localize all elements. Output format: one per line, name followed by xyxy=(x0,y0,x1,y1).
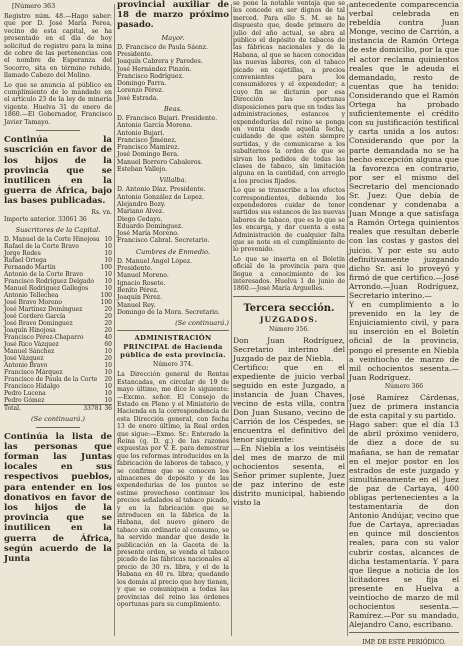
subscriber-row xyxy=(4,341,112,348)
subscriber-name: Antonio Bravo xyxy=(4,361,48,369)
subscriber-amount: 100 xyxy=(100,291,112,299)
tobacco-order-closing: Lo que se inserta en el Boletín oficial de la provincia para que llegue a conocimiento de los interesados. Huelva 1 de junio de 1860.—José María Arguelles. xyxy=(233,255,345,293)
certification-text: Certifico: que en el expediente de juicio verbal seguido en este Juzgado, a instancia de Juan Chaves, vecino de esta villa, contra Don Juan Susano, vecino de Carrión de los Céspedes, se encuentra el definitivo del tenor siguiente: xyxy=(233,362,345,444)
administration-number: Número 374. xyxy=(152,361,194,369)
member-name: Francisco Cabral. Secretario. xyxy=(117,237,210,245)
member-name: Antonio González de Lepez. xyxy=(117,193,204,201)
subscriber-amount: 20 xyxy=(104,354,112,362)
town-heading-cumbres: Cumbres de Enmedio. xyxy=(135,247,210,256)
section-title: Tercera sección. xyxy=(243,302,335,314)
juntas-lead: Continúa la lista de las personas que forman las Juntas locales en sus respectivos pueblos, para entender en los donativos en favor de los hijos de la provincia que se inutilicen en la guerra de África, según acuerdo de la Junta xyxy=(4,431,112,564)
subscriber-amount: 10 xyxy=(104,235,112,243)
subscriber-name: Francisco Rodríguez Delgado xyxy=(4,277,94,285)
divider xyxy=(36,130,79,131)
judgment-text: —En Niebla a los veintiséis del mes de marzo de mil ochocientos sesenta, el Señor primer suplente, Juez de paz interino de este distrito municipal, habiendo visto la xyxy=(233,443,345,507)
member-name: Ignacio Rosete. xyxy=(117,279,166,287)
member-name: José Estrada. xyxy=(117,94,159,102)
subscriber-row xyxy=(4,292,112,299)
subscriber-amount: 10 xyxy=(104,249,112,257)
subscriber-amount: 10 xyxy=(104,256,112,264)
member-name: José María Moreno. xyxy=(117,230,179,238)
member-name: Manuel Moreno. xyxy=(117,272,169,280)
subscriber-amount: 10 xyxy=(104,361,112,369)
subscriber-amount: 10 xyxy=(104,347,112,355)
previous-amount: Importe anterior. 33061 36 xyxy=(4,215,87,223)
member-name: Francisco Rodríguez. xyxy=(117,72,184,80)
subscriber-name: Francisco Pérez-Chaparro xyxy=(4,333,84,341)
subscriber-name: Francisco Hidalgo xyxy=(4,382,60,390)
divider xyxy=(117,330,229,331)
column-1 xyxy=(4,0,112,640)
registry-notice-closing: Lo que se anuncia al público en cumplimiento de lo mandado en el artículo 23 de la ley de minería vigente. Huelva 31 de enero de 1860.—El Gobernador, Francisco Javier Tamayo. xyxy=(4,81,112,126)
subscriber-amount: 20 xyxy=(104,326,112,334)
judgment-closing: Y en cumplimiento a lo prevenido en la ley de Enjuiciamiento civil, y para su inserción en el Boletín oficial de la provincia, pongo el presente en Niebla a veintiocho de marzo de mil ochocientos sesenta.—Juan Rodríguez. xyxy=(349,300,459,382)
subscriber-row xyxy=(4,355,112,362)
printer-imprint: IMP. DE ESTE PERIÓDICO. xyxy=(362,639,446,646)
member-name: Eduardo Domínguez. xyxy=(117,222,184,230)
subscriber-name: Rafael Ortega xyxy=(4,256,47,264)
subscriber-amount: 100 xyxy=(100,298,112,306)
member-name: Joaquín Cabrera y Paredes. xyxy=(117,58,203,66)
subscriber-row xyxy=(4,271,112,278)
judge-intro: José Ramírez Cárdenas, Juez de primera instancia de esta capital y su partido. xyxy=(349,392,459,421)
subscriber-name: Joaquín Hinojosa xyxy=(4,326,56,334)
subscriber-name: José Rico Vázquez xyxy=(4,340,59,348)
subscriber-name: Francisco de Paula de la Corte xyxy=(4,375,98,383)
member-name: Antonio García Moreno. xyxy=(117,122,193,130)
member-name: Lorenzo Pérez. xyxy=(117,87,164,95)
subscriber-row xyxy=(4,250,112,257)
member-name: D. Francisco Bujari. Presidente. xyxy=(117,114,218,122)
subscriber-row xyxy=(4,264,112,271)
subscription-total xyxy=(4,404,112,412)
subscriber-amount: 10 xyxy=(104,242,112,250)
subscriber-row xyxy=(4,397,112,404)
subscriber-amount: 20 xyxy=(104,375,112,383)
subscriber-name: José Bravo Moreno xyxy=(4,298,62,306)
subscriber-name: Antonio Tellechea xyxy=(4,291,59,299)
member-name: Benito Pérez. xyxy=(117,286,159,294)
column-2 xyxy=(117,0,229,640)
subscriber-amount: 20 xyxy=(104,312,112,320)
subscribers-heading: Suscritores de la Capital. xyxy=(15,225,101,234)
subscriber-row xyxy=(4,285,112,292)
notice-number: [Número 363 xyxy=(12,2,56,10)
subscriber-row xyxy=(4,369,112,376)
subscriber-row xyxy=(4,390,112,397)
subscriber-amount: 10 xyxy=(104,277,112,285)
member-name: D. Francisco de Paula Sáenz. Presidente. xyxy=(117,43,208,58)
subscriber-amount: 20 xyxy=(104,305,112,313)
junta-members-beas xyxy=(117,115,229,173)
subscriber-name: Antonio de la Corte Bravo xyxy=(4,270,84,278)
notice-number: Número 366 xyxy=(384,382,424,390)
continuation-note: (Se continuará.) xyxy=(31,414,85,423)
subscriber-row xyxy=(4,278,112,285)
member-name: Domingo de la Mora. Secretario. xyxy=(117,308,220,316)
section-subtitle: JUZGADOS. xyxy=(259,314,319,324)
auction-notice: Hago saber: que el día 13 de abril próximo venidero, de diez a doce de su mañana, se han de rematar en el mejor postor en los estrados de este juzgado y simultáneamente en el Juez de paz de Cartaya, 400 obligas pertenecientes a la testamentaría de don Antonio Andújar, vecino que fue de Cartaya, apreciadas en quince mil doscientos reales, para con su valor cubrir costas, alcances de dicha testamentaría. Y para que llegue a noticia de los licitadores se fija el presente en Huelva a veintiocho de marzo de mil ochocientos sesenta.—Ramírez.—Por su mandado, Alejandro Cano, escribano. xyxy=(349,420,459,630)
town-heading-mayor: Mayor. xyxy=(161,33,185,42)
junta-members-villalba xyxy=(117,186,229,244)
column-rule xyxy=(231,4,232,636)
member-name: Esteban Vallejo. xyxy=(117,166,168,174)
member-name: Francisco Jiménez. xyxy=(117,136,177,144)
subscriber-name: José Vázquez xyxy=(4,354,44,362)
subscriber-name: Manuel Sánchez xyxy=(4,347,55,355)
subscriber-name: Fernando Martín xyxy=(4,263,56,271)
subscriber-name: José Cordero García xyxy=(4,312,66,320)
subscription-lead: Continúa la suscrición en favor de los hijos de la provincia que se inutilicen en la guerra de África, bajo las bases publicadas. xyxy=(4,135,112,207)
subscriber-amount: 10 xyxy=(104,396,112,404)
member-name: Joaquín Pérez. xyxy=(117,294,163,302)
subscriber-amount: 100 xyxy=(100,263,112,271)
subscriber-name: Manuel Rodríguez Gallegos xyxy=(4,284,89,292)
subscriber-row xyxy=(4,334,112,341)
subscriber-name: José Martínez Domínguez xyxy=(4,305,83,313)
subscriber-amount: 10 xyxy=(104,270,112,278)
member-name: Diego Cedayo. xyxy=(117,215,163,223)
subscriber-name: José Bravo Domínguez xyxy=(4,319,73,327)
column-4 xyxy=(349,0,459,646)
subscriber-amount: 10 xyxy=(104,382,112,390)
total-label: Total. xyxy=(4,404,21,412)
subscriber-row xyxy=(4,320,112,327)
member-name: Manuel Rey. xyxy=(117,301,156,309)
divider xyxy=(36,427,79,428)
subscriber-name: D. Manuel de la Corte Hinojosa xyxy=(4,235,100,243)
member-name: Manuel Borrero Cabaleros. xyxy=(117,158,203,166)
subscriber-row xyxy=(4,376,112,383)
notice-number: Número 356. xyxy=(268,325,310,333)
subscriber-name: Jorge Rodes xyxy=(4,249,41,257)
member-name: D. Antonio Díaz. Presidente. xyxy=(117,186,206,194)
registry-notice: Registro núm. 48.—Hago saber: que por D. José María Perea, vecino de esta capital, se ha presentado en el día de hoy solicitud de registro para la mina de cobre de las pertenencias con el nombre de Esperanza del Socorro, sita en término rehido, llamado Cabezo del Molino. xyxy=(4,13,112,80)
administration-text: La Dirección general de Rentas Estancadas, en circular de 19 de mayo último, me dice lo siguiente: —Excmo. señor. El Consejo de Estado en Pleno y el Ministerio de Hacienda en la correspondencia de esta Dirección general, con fecha 13 de enero último, la Real orden que sigue:—Exmo. Sr.: Enterado la Reina (q. D. g.) de las razones expuestas por V. E. para demostrar que los reformas introducidos en la fabricación de labores de tabaco, y se confirme que se conocen los almacenes de depósito y de las expendedurías de los puntos se estime provechoso continuar los precios señalados al tabaco picado, y en la fabricación que se introducen en la fábrica de la Habana, del nuevo género de tabaco sin ordinario al consumo, se ha servido mandar que desde la publicación en la Gaceta de la presente orden, se venda el tabaco picado de las fábricas nacionales al precio de 30 rs. libra, y el de la Habana en 40 rs. libra; quedando los demás al precio que hoy tienen, y que se comuniquen a todas las provincias del reino las órdenes oportunas para su cumplimiento. xyxy=(117,371,229,608)
member-name: Mariano Alvez. xyxy=(117,208,165,216)
continuation-note: (Se continuará.) xyxy=(175,319,229,328)
subscriber-row xyxy=(4,383,112,390)
secretary-intro: Don Juan Rodríguez, Secretario interino del Juzgado de paz de Niebla. xyxy=(233,335,345,363)
town-heading-beas: Beas. xyxy=(163,104,183,113)
subscriber-amount: 10 xyxy=(104,368,112,376)
column-rule xyxy=(114,4,115,636)
administration-title: ADMINISTRACIÓN PRINCIPAL de Hacienda pública de esta provincia. xyxy=(120,334,226,359)
column-3 xyxy=(233,0,345,640)
subscriber-list xyxy=(4,236,112,404)
juntas-lead-continued: provincial auxiliar de 18 de marzo próximo pasado. xyxy=(117,0,229,31)
member-name: José Hernández Pinzón. xyxy=(117,65,192,73)
subscriber-name: Rafael de la Corte Bravo xyxy=(4,242,79,250)
subscriber-row xyxy=(4,327,112,334)
total-value: 33781 36 xyxy=(83,404,112,412)
divider xyxy=(233,296,345,297)
subscriber-amount: 10 xyxy=(104,389,112,397)
subscriber-row xyxy=(4,257,112,264)
subscriber-name: Pedro Lucena xyxy=(4,389,46,397)
subscriber-amount: 20 xyxy=(104,319,112,327)
member-name: Alejandro Bozy. xyxy=(117,200,166,208)
town-heading-villalba: Villalba. xyxy=(159,176,187,185)
member-name: Domingo Parra. xyxy=(117,80,167,88)
member-name: Francisco Mamirez. xyxy=(117,144,180,152)
currency-label: Rs. vn. xyxy=(91,208,112,216)
subscriber-name: Pedro Gómez xyxy=(4,396,45,404)
divider xyxy=(349,632,459,633)
subscriber-amount: 40 xyxy=(104,333,112,341)
judgment-continued: antecedente comparecencia verbal celebrada en rebeldía contra Juan Monge, vecino de Carrión, a instancia de Ramón Ortega de este domicilio, por la que el actor reclama quinientos reales que le adeuda el demandado, resto de cuentas que ha tenido: Considerando que el Ramón Ortega ha probado suficientemente el crédito con su justificación testifical y carta unida a los autos: Considerando que por la parte demandada no se ha hecho excepción alguna que la favorezca en contrario, por ser el mismo del Secretario del mencionado Sr. Juez: Que debía de condenar y condenaba a Juan Monge a que satisfaga a Ramón Ortega quinientos reales que resultan deberle con las costas y gastos del juicio. Y por este su auto definitivamente juzgando dicho Sr. así lo proveyó y firmó de que certifico.—José Arrondo.—Juan Rodríguez, Secretario interino.— xyxy=(349,0,459,300)
subscriber-row xyxy=(4,348,112,355)
tobacco-order-transcription: Lo que se transcribe a los efectos correspondientes, debiendo los expendedores cuidar de tener surtidos sus estancos de las nuevas labores de tabaco, que es lo que se les encarga, y dar cuenta a esta Administración de cualquier falta que se note en el cumplimiento de lo prevenido. xyxy=(233,187,345,254)
subscriber-row xyxy=(4,306,112,313)
subscriber-name: Francisco Márquez xyxy=(4,368,63,376)
subscriber-row xyxy=(4,243,112,250)
junta-members-mayor xyxy=(117,44,229,102)
subscriber-amount: 60 xyxy=(104,340,112,348)
member-name: Antonio Bujari. xyxy=(117,129,165,137)
subscriber-row xyxy=(4,236,112,243)
column-rule xyxy=(347,4,348,636)
tobacco-order-text: se pone la notable ventaja que se les concede en ser dignos de tal merced. Para ello S. M. se ha dispuesto que, desde primero de julio del año actual, se abra al público el depósito de tabacos de las fábricas nacionales y de la Habana, al que se hacen conocidas las nuevas labores, con el tabaco picado en cajetillas, a precios convenientes para los consumidores y el expendedor; a cuyo fin se dictarán por esa Dirección las oportunas disposiciones para que en todas las administraciones, estancos y expendedurías del reino se ponga en venta desde aquella fecha, cuidando de que estén siempre surtidas, y de comunicarse a los subalternos la orden de que se sirvan los pedidos de todas las clases de tabaco, sin limitación alguna en la cantidad, con arreglo a los precios fijados. xyxy=(233,0,345,185)
subscriber-row xyxy=(4,299,112,306)
subscriber-row xyxy=(4,362,112,369)
junta-members-cumbres xyxy=(117,258,229,316)
subscriber-amount: 10 xyxy=(104,284,112,292)
member-name: José Domingo Bera. xyxy=(117,151,180,159)
member-name: D. Manuel Ángel López. Presidente. xyxy=(117,257,192,273)
subscriber-row xyxy=(4,313,112,320)
